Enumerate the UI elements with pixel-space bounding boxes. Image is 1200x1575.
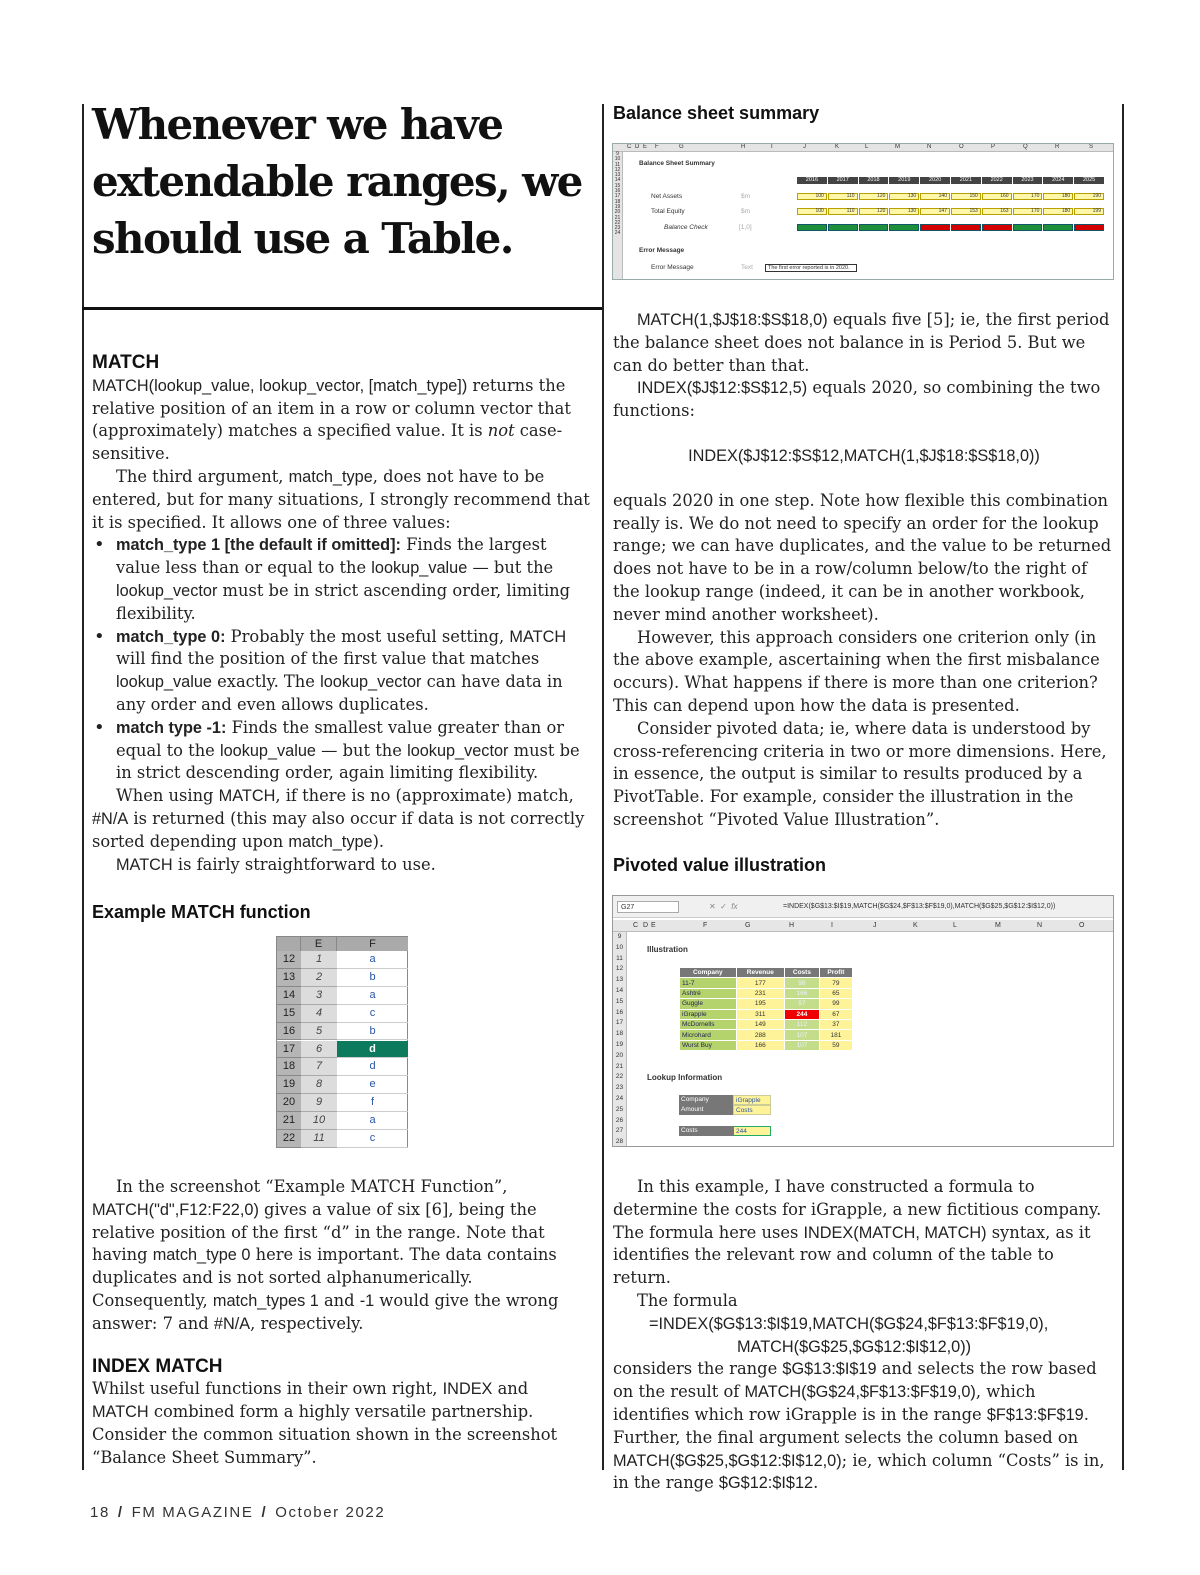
page-number: 18	[90, 1504, 110, 1521]
net-assets-cell: 110	[828, 193, 858, 200]
cell-e: 6	[301, 1041, 337, 1059]
column-letter: C	[627, 144, 632, 150]
year-header: 2019	[889, 177, 919, 184]
row-number: 22	[614, 219, 621, 226]
revenue-cell: 149	[736, 1019, 784, 1029]
year-header: 2020	[920, 177, 950, 184]
balance-check-unit: [1,0]	[739, 224, 752, 231]
balance-check-cell	[889, 224, 919, 231]
selected-cost-cell: 244	[785, 1009, 820, 1019]
total-equity-cell: 153	[951, 208, 981, 215]
balance-check-cell	[859, 224, 889, 231]
row-number: 13	[615, 976, 624, 984]
row-number: 15	[277, 1005, 301, 1023]
column-letter: E	[651, 922, 656, 929]
row-number: 19	[614, 203, 621, 210]
footer-separator: /	[117, 1504, 124, 1521]
net-assets-cell: 180	[1043, 193, 1073, 200]
total-equity-cell: 180	[1043, 208, 1073, 215]
company-cell: Ashtré	[680, 988, 737, 998]
table-row	[680, 1030, 853, 1040]
cost-cell: 107	[785, 1030, 820, 1040]
row-number: 17	[614, 193, 621, 200]
balance-check-cell	[1043, 224, 1073, 231]
row-number: 20	[277, 1094, 301, 1112]
column-letter: G	[679, 144, 684, 150]
company-cell: 11-7	[680, 978, 737, 988]
pull-quote-line-1: Whenever we have	[92, 100, 503, 149]
row-number: 28	[615, 1138, 624, 1146]
year-header: 2025	[1074, 177, 1104, 184]
formula-text: =INDEX($G$13:$I$19,MATCH($G$24,$F$13:$F$19,0),MATCH($G$25,$G$12:$I$12,0))	[783, 903, 1056, 910]
column-header-bar	[613, 144, 1113, 152]
row-number: 11	[614, 161, 621, 168]
row-number: 27	[615, 1127, 624, 1135]
column-header-bar	[613, 920, 1113, 932]
example-match-heading: Example MATCH function	[92, 902, 311, 922]
illustration-title: Illustration	[647, 945, 688, 954]
balance-sheet-heading: Balance sheet summary	[613, 103, 820, 123]
total-equity-cell: 130	[889, 208, 919, 215]
column-letter: O	[959, 144, 964, 150]
net-assets-cell: 130	[889, 193, 919, 200]
revenue-cell: 311	[736, 1009, 784, 1019]
row-number: 16	[277, 1023, 301, 1041]
error-message-unit: Text	[741, 264, 753, 271]
column-letter: O	[1079, 922, 1085, 929]
right-paragraph-7: The formula	[637, 1290, 738, 1310]
total-equity-cell: 199	[1074, 208, 1104, 215]
column-letter: P	[991, 144, 996, 150]
row-number: 23	[614, 225, 621, 232]
row-number: 24	[614, 230, 621, 237]
pivot-header-row	[680, 968, 853, 978]
company-cell: McDornells	[680, 1019, 737, 1029]
cell-e: 8	[301, 1076, 337, 1094]
column-letter: F	[703, 922, 708, 929]
row-number: 9	[617, 933, 622, 940]
net-assets-cell: 170	[1013, 193, 1043, 200]
column-header-e: E	[301, 937, 337, 951]
row-number: 23	[615, 1084, 624, 1092]
net-assets-cell: 100	[797, 193, 827, 200]
column-letter: D	[643, 922, 649, 929]
left-column-top	[92, 352, 590, 876]
row-number: 19	[615, 1040, 624, 1048]
page-footer	[90, 1504, 385, 1521]
pivot-header-cell: Company	[680, 968, 737, 978]
row-number: 14	[614, 177, 621, 184]
row-number: 17	[615, 1019, 624, 1027]
right-column-bottom	[613, 1176, 1115, 1495]
pull-quote	[92, 96, 592, 267]
match-section-heading: MATCH	[92, 352, 160, 373]
match-type-list	[92, 534, 590, 785]
company-cell: iGrapple	[680, 1009, 737, 1019]
cell-f: a	[337, 1112, 408, 1130]
right-paragraph-2: INDEX($J$12:$S$12,5) equals 2020, so combining the two functions:	[613, 378, 1101, 421]
pull-quote-rule	[82, 307, 602, 310]
profit-cell: 181	[819, 1030, 852, 1040]
pivoted-value-screenshot	[612, 895, 1114, 1147]
column-letter: J	[803, 144, 806, 150]
total-equity-cell: 147	[920, 208, 950, 215]
match-paragraph-4: MATCH is fairly straightforward to use.	[116, 854, 436, 874]
column-letter: M	[995, 922, 1001, 929]
right-paragraph-1: MATCH(1,$J$18:$S$18,0) equals five [5]; ie, the first period the balance sheet does not balance in is Period 5. But we can do better than that.	[613, 310, 1110, 375]
year-header: 2018	[859, 177, 889, 184]
column-letter: I	[771, 144, 773, 150]
lookup-information-title: Lookup Information	[647, 1073, 723, 1082]
cell-e: 11	[301, 1130, 337, 1148]
net-assets-cell: 150	[951, 193, 981, 200]
column-letter: N	[927, 144, 932, 150]
column-letter: G	[745, 922, 751, 929]
cell-e: 4	[301, 1005, 337, 1023]
magazine-name: FM MAGAZINE	[131, 1504, 254, 1521]
cell-f: b	[337, 1023, 408, 1041]
corner-header	[277, 937, 301, 951]
name-box: G27	[617, 901, 679, 913]
cell-f: b	[337, 969, 408, 987]
right-paragraph-3: equals 2020 in one step. Note how flexible this combination really is. We do not need to specify an order for the lookup range; we can have duplicates, and the value to be returned does not have to be in a row/column below/to the right of the lookup range (indeed, it can be in another workbook, never mind another worksheet).	[613, 490, 1112, 624]
pivot-header-cell: Revenue	[736, 968, 784, 978]
table-row	[680, 978, 853, 988]
row-number: 15	[615, 997, 624, 1005]
pivot-header-cell: Profit	[819, 968, 852, 978]
cell-f: f	[337, 1094, 408, 1112]
cell-e: 9	[301, 1094, 337, 1112]
row-number: 18	[615, 1030, 624, 1038]
column-letter: H	[789, 922, 795, 929]
table-row	[680, 1040, 853, 1050]
row-number: 20	[614, 209, 621, 216]
pivot-table	[679, 967, 853, 1051]
example-match-screenshot	[276, 936, 408, 1148]
row-number: 11	[616, 954, 623, 962]
row-number: 9	[616, 151, 619, 157]
formula-bar	[613, 896, 1113, 918]
cell-f: c	[337, 1130, 408, 1148]
cost-cell: 107	[785, 1040, 820, 1050]
lookup-costs-label: Costs	[679, 1126, 733, 1136]
column-letter: S	[1089, 144, 1094, 150]
company-cell: Wurst Buy	[680, 1040, 737, 1050]
row-number: 12	[614, 166, 621, 173]
column-letter: C	[633, 922, 639, 929]
match-paragraph-3: When using MATCH, if there is no (approximate) match, #N/A is returned (this may also occur if data is not correctly sorted depending upon match_type).	[92, 786, 585, 851]
total-equity-cell: 170	[1013, 208, 1043, 215]
row-number: 10	[615, 943, 624, 951]
match-paragraph-2: The third argument, match_type, does not have to be entered, but for many situations, I strongly recommend that it is specified. It allows one of three values:	[92, 466, 590, 532]
total-equity-cell: 163	[982, 208, 1012, 215]
total-equity-label: Total Equity	[651, 208, 685, 215]
right-column-top	[613, 309, 1115, 832]
column-letter: R	[1055, 144, 1060, 150]
selected-cell-f: d	[337, 1041, 408, 1059]
list-item: • match type -1: Finds the smallest value greater than or equal to the lookup_value — but the lookup_vector must be in strict descending order, again limiting flexibility.	[92, 717, 590, 785]
cell-f: a	[337, 987, 408, 1005]
net-assets-cell: 140	[920, 193, 950, 200]
row-number: 12	[277, 951, 301, 969]
company-cell: Guggle	[680, 999, 737, 1009]
formula-line-1: =INDEX($G$13:$I$19,MATCH($G$24,$F$13:$F$19,0),	[649, 1314, 1049, 1333]
year-header: 2016	[797, 177, 827, 184]
cell-e: 1	[301, 951, 337, 969]
year-header: 2017	[828, 177, 858, 184]
cell-e: 5	[301, 1023, 337, 1041]
match-paragraph-1: MATCH(lookup_value, lookup_vector, [match_type]) returns the relative position of an item in a row or column vector that (approximately) matches a specified value. It is not case-sensitive.	[92, 375, 571, 464]
cell-f: e	[337, 1076, 408, 1094]
balance-check-cell	[828, 224, 858, 231]
formula-line-2: MATCH($G$25,$G$12:$I$12,0))	[737, 1337, 972, 1356]
row-number: 21	[614, 214, 621, 221]
lookup-costs-value: 244	[733, 1126, 771, 1136]
right-paragraph-5: Consider pivoted data; ie, where data is understood by cross-referencing criteria in two or more dimensions. Here, in essence, the output is similar to results produced by a PivotTable. For example, consider the illustration in the screenshot “Pivoted Value Illustration”.	[613, 718, 1107, 829]
column-letter: E	[643, 144, 648, 150]
column-letter: I	[831, 922, 833, 929]
list-item: • match_type 1 [the default if omitted]: Finds the largest value less than or equal to the lookup_value — but the lookup_vector must be in strict ascending order, limiting flexibility.	[92, 534, 590, 625]
row-number: 17	[277, 1041, 301, 1059]
column-letter: F	[655, 144, 659, 150]
row-number: 14	[277, 987, 301, 1005]
table-row	[680, 1009, 853, 1019]
net-assets-cell: 160	[982, 193, 1012, 200]
cell-f: a	[337, 951, 408, 969]
lookup-amount-label: Amount	[679, 1105, 733, 1115]
combined-formula: INDEX($J$12:$S$12,MATCH(1,$J$18:$S$18,0))	[688, 446, 1040, 465]
net-assets-cell: 120	[859, 193, 889, 200]
row-number: 21	[277, 1112, 301, 1130]
list-item: • match_type 0: Probably the most useful setting, MATCH will find the position of the first value that matches lookup_value exactly. The lookup_vector can have data in any order and even allows duplicates.	[92, 626, 590, 717]
right-paragraph-4: However, this approach considers one criterion only (in the above example, ascertaining when the first misbalance occurs). What happens if there is more than one criterion? This can depend upon how the data is presented.	[613, 627, 1100, 715]
row-header-bar	[613, 152, 623, 280]
cell-e: 10	[301, 1112, 337, 1130]
cost-cell: 97	[785, 999, 820, 1009]
column-letter: L	[865, 144, 869, 150]
index-match-heading: INDEX MATCH	[92, 1355, 223, 1377]
cell-f: c	[337, 1005, 408, 1023]
row-number: 14	[615, 986, 624, 994]
cell-e: 3	[301, 987, 337, 1005]
balance-check-cell	[982, 224, 1012, 231]
table-row	[680, 999, 853, 1009]
pull-quote-line-3: should use a Table.	[92, 214, 513, 263]
error-message-title: Error Message	[639, 247, 685, 254]
bs-title: Balance Sheet Summary	[639, 160, 715, 167]
column-letter: H	[741, 144, 746, 150]
balance-check-cell	[920, 224, 950, 231]
year-header: 2022	[982, 177, 1012, 184]
net-assets-label: Net Assets	[651, 193, 683, 200]
row-number: 16	[614, 188, 621, 195]
balance-check-cell	[951, 224, 981, 231]
profit-cell: 99	[819, 999, 852, 1009]
table-row	[680, 988, 853, 998]
example-paragraph: In the screenshot “Example MATCH Function”, MATCH("d",F12:F22,0) gives a value of six [6], being the relative position of the first “d” in the range. Note that having match_type 0 here is important. The data contains duplicates and is not sorted alphanumerically. Consequently, match_types 1 and -1 would give the wrong answer: 7 and #N/A, respectively.	[92, 1177, 559, 1333]
column-letter: M	[895, 144, 900, 150]
balance-check-label: Balance Check	[664, 224, 708, 231]
row-number: 13	[277, 969, 301, 987]
right-paragraph-6: In this example, I have constructed a formula to determine the costs for iGrapple, a new fictitious company. The formula here uses INDEX(MATCH, MATCH) syntax, as it identifies the relevant row and column of the table to return.	[613, 1177, 1102, 1288]
row-number: 21	[615, 1062, 624, 1070]
error-message-label: Error Message	[651, 264, 694, 271]
row-number: 13	[614, 172, 621, 179]
row-number: 12	[615, 965, 624, 973]
pivoted-value-heading: Pivoted value illustration	[613, 855, 827, 875]
net-assets-unit: $m	[741, 193, 751, 200]
lookup-company-label: Company	[679, 1095, 733, 1105]
profit-cell: 65	[819, 988, 852, 998]
row-number: 16	[615, 1008, 624, 1016]
net-assets-cell: 190	[1074, 193, 1104, 200]
row-number: 22	[615, 1073, 624, 1081]
lookup-amount-value: Costs	[733, 1105, 771, 1115]
right-column-rule	[1122, 104, 1124, 1470]
index-match-paragraph: Whilst useful functions in their own right, INDEX and MATCH combined form a highly versatile partnership. Consider the common situation shown in the screenshot “Balance Sheet Summary”.	[92, 1379, 558, 1467]
error-message-cell: The first error reported is in 2020.	[765, 264, 857, 272]
column-header-f: F	[337, 937, 408, 951]
column-letter: N	[1037, 922, 1043, 929]
revenue-cell: 231	[736, 988, 784, 998]
profit-cell: 79	[819, 978, 852, 988]
total-equity-cell: 120	[859, 208, 889, 215]
column-letter: K	[913, 922, 918, 929]
cost-cell: 98	[785, 978, 820, 988]
row-number: 24	[615, 1094, 624, 1102]
year-header: 2021	[951, 177, 981, 184]
cell-f: d	[337, 1058, 408, 1076]
column-letter: J	[873, 922, 877, 929]
row-header-bar	[613, 932, 627, 1147]
left-column-bottom	[92, 1176, 590, 1470]
revenue-cell: 166	[736, 1040, 784, 1050]
year-header: 2023	[1013, 177, 1043, 184]
profit-cell: 67	[819, 1009, 852, 1019]
right-paragraph-8: considers the range $G$13:$I$19 and selects the row based on the result of MATCH($G$24,$F$13:$F$19,0), which identifies which row iGrapple is in the range $F$13:$F$19. Further, the final argument selects the column based on MATCH($G$25,$G$12:$I$12,0); ie, which column “Costs” is in, in the range $G$12:$I$12.	[613, 1359, 1105, 1493]
row-number: 20	[615, 1051, 624, 1059]
center-column-rule	[602, 104, 604, 1470]
row-number: 18	[614, 198, 621, 205]
balance-check-cell	[1013, 224, 1043, 231]
column-letter: L	[953, 922, 957, 929]
cell-e: 2	[301, 969, 337, 987]
profit-cell: 59	[819, 1040, 852, 1050]
row-number: 10	[614, 156, 621, 163]
row-number: 25	[615, 1105, 624, 1113]
row-number: 22	[277, 1130, 301, 1148]
formula-bar-icons: ✕ ✓ fx	[709, 902, 738, 911]
column-letter: D	[635, 144, 640, 150]
row-number: 26	[615, 1116, 624, 1124]
cell-e: 7	[301, 1058, 337, 1076]
row-number: 19	[277, 1076, 301, 1094]
table-row	[680, 1019, 853, 1029]
total-equity-cell: 110	[828, 208, 858, 215]
profit-cell: 37	[819, 1019, 852, 1029]
total-equity-unit: $m	[741, 208, 751, 215]
footer-separator: /	[261, 1504, 268, 1521]
balance-check-cell	[797, 224, 827, 231]
cost-cell: 166	[785, 988, 820, 998]
year-header: 2024	[1043, 177, 1073, 184]
balance-sheet-screenshot	[612, 143, 1114, 280]
column-letter: K	[835, 144, 840, 150]
total-equity-cell: 100	[797, 208, 827, 215]
balance-check-cell	[1074, 224, 1104, 231]
revenue-cell: 195	[736, 999, 784, 1009]
revenue-cell: 288	[736, 1030, 784, 1040]
revenue-cell: 177	[736, 978, 784, 988]
row-number: 15	[614, 182, 621, 189]
row-number: 18	[277, 1058, 301, 1076]
company-cell: Microhard	[680, 1030, 737, 1040]
cost-cell: 112	[785, 1019, 820, 1029]
issue-date: October 2022	[275, 1504, 386, 1521]
pivot-header-cell: Costs	[785, 968, 820, 978]
pull-quote-line-2: extendable ranges, we	[92, 157, 582, 206]
column-letter: Q	[1023, 144, 1028, 150]
lookup-company-value: iGrapple	[733, 1095, 771, 1105]
